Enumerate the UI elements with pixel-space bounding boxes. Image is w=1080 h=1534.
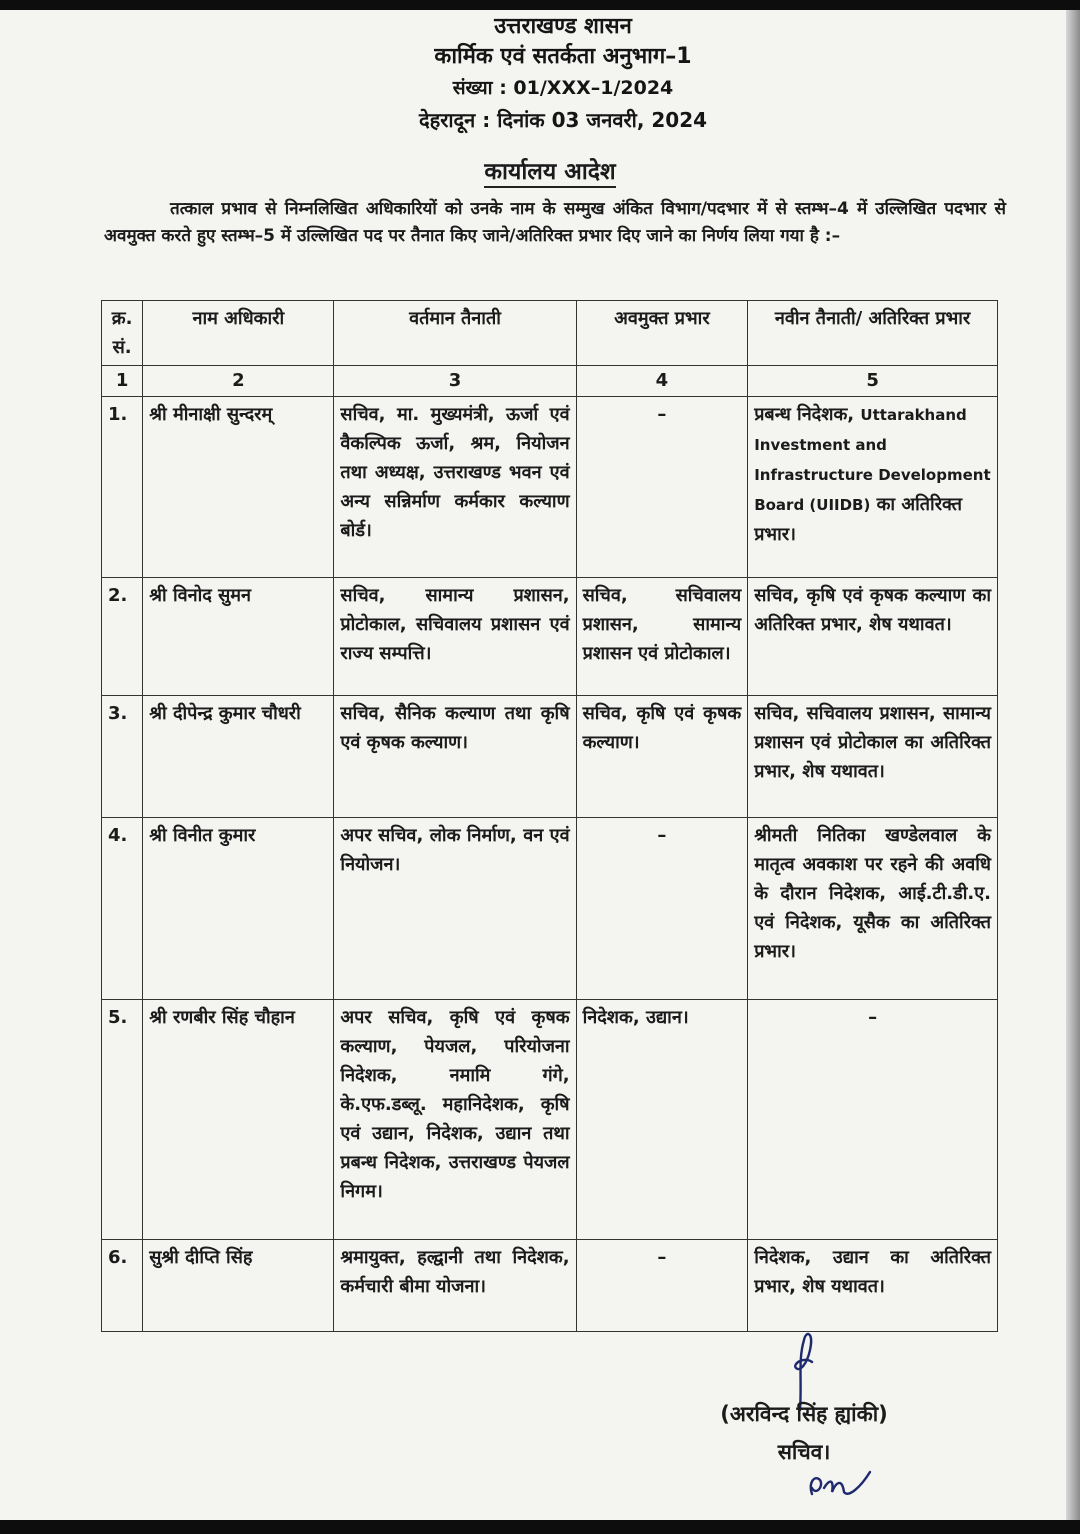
department-name: कार्मिक एवं सतर्कता अनुभाग–1	[434, 44, 692, 69]
row-serial: 5.	[102, 1000, 143, 1240]
row-officer-name: श्री रणबीर सिंह चौहान	[143, 1000, 334, 1240]
col-number: 3	[334, 366, 576, 397]
col-number: 1	[102, 366, 143, 397]
postings-table	[101, 300, 998, 1332]
column-number-row	[102, 366, 998, 397]
table-row	[102, 397, 998, 578]
row-relieved-charge: –	[576, 397, 748, 578]
table-row	[102, 1240, 998, 1332]
col-number: 5	[748, 366, 998, 397]
row-new-posting	[748, 397, 998, 578]
order-title	[0, 154, 1080, 186]
row-officer-name: सुश्री दीप्ति सिंह	[143, 1240, 334, 1332]
col-number: 2	[143, 366, 334, 397]
government-name: उत्तराखण्ड शासन	[494, 14, 632, 39]
row-current-posting: अपर सचिव, लोक निर्माण, वन एवं नियोजन।	[334, 818, 576, 1000]
table-row	[102, 1000, 998, 1240]
row-relieved-charge: निदेशक, उद्यान।	[576, 1000, 748, 1240]
row-officer-name: श्री दीपेन्द्र कुमार चौधरी	[143, 696, 334, 818]
row-current-posting: श्रमायुक्त, हल्द्वानी तथा निदेशक, कर्मचारी बीमा योजना।	[334, 1240, 576, 1332]
col-header-relieved-charge: अवमुक्त प्रभार	[576, 301, 748, 366]
row-serial: 3.	[102, 696, 143, 818]
row-serial: 2.	[102, 578, 143, 696]
row-new-posting: सचिव, सचिवालय प्रशासन, सामान्य प्रशासन एवं प्रोटोकाल का अतिरिक्त प्रभार, शेष यथावत।	[748, 696, 998, 818]
col-header-officer-name: नाम अधिकारी	[143, 301, 334, 366]
row-new-posting: –	[748, 1000, 998, 1240]
row-relieved-charge: सचिव, सचिवालय प्रशासन, सामान्य प्रशासन एवं प्रोटोकाल।	[576, 578, 748, 696]
table-row	[102, 696, 998, 818]
row-current-posting: सचिव, सामान्य प्रशासन, प्रोटोकाल, सचिवालय प्रशासन एवं राज्य सम्पत्ति।	[334, 578, 576, 696]
top-bar	[0, 0, 1080, 10]
row-serial: 1.	[102, 397, 143, 578]
row-officer-name: श्री विनीत कुमार	[143, 818, 334, 1000]
row-new-posting: सचिव, कृषि एवं कृषक कल्याण का अतिरिक्त प्रभार, शेष यथावत।	[748, 578, 998, 696]
initials-scribble	[800, 1458, 880, 1514]
row-serial: 6.	[102, 1240, 143, 1332]
row-new-posting: श्रीमती नितिका खण्डेलवाल के मातृत्व अवकाश पर रहने की अवधि के दौरान निदेशक, आई.टी.डी.ए. एवं निदेशक, यूसैक का अतिरिक्त प्रभार।	[748, 818, 998, 1000]
row-relieved-charge: –	[576, 1240, 748, 1332]
row-serial: 4.	[102, 818, 143, 1000]
signatory-name: (अरविन्द सिंह ह्यांकी)	[720, 1402, 888, 1426]
new-posting-text: प्रबन्ध निदेशक,	[754, 404, 861, 425]
row-relieved-charge: सचिव, कृषि एवं कृषक कल्याण।	[576, 696, 748, 818]
new-posting-suffix: का अतिरिक्त प्रभार।	[754, 494, 962, 545]
document-page	[0, 10, 1066, 1520]
row-current-posting: सचिव, सैनिक कल्याण तथा कृषि एवं कृषक कल्याण।	[334, 696, 576, 818]
table-row	[102, 578, 998, 696]
table-row	[102, 818, 998, 1000]
date-line: देहरादून : दिनांक 03 जनवरी, 2024	[418, 108, 708, 132]
new-posting-english: Uttarakhand Investment and Infrastructure Development Board (UIIDB)	[754, 406, 991, 514]
col-number: 4	[576, 366, 748, 397]
reference-number: संख्या : 01/XXX–1/2024	[452, 77, 674, 99]
row-current-posting: अपर सचिव, कृषि एवं कृषक कल्याण, पेयजल, परियोजना निदेशक, नमामि गंगे, के.एफ.डब्लू. महानिदेशक, कृषि एवं उद्यान, निदेशक, उद्यान तथा प्रबन्ध निदेशक, उत्तराखण्ड पेयजल निगम।	[334, 1000, 576, 1240]
row-current-posting: सचिव, मा. मुख्यमंत्री, ऊर्जा एवं वैकल्पिक ऊर्जा, श्रम, नियोजन तथा अध्यक्ष, उत्तराखण्ड भवन एवं अन्य सन्निर्माण कर्मकार कल्याण बोर्ड।	[334, 397, 576, 578]
bottom-bar	[0, 1520, 1080, 1534]
row-relieved-charge: –	[576, 818, 748, 1000]
col-header-new-posting: नवीन तैनाती/ अतिरिक्त प्रभार	[748, 301, 998, 366]
order-paragraph: तत्काल प्रभाव से निम्नलिखित अधिकारियों को उनके नाम के सम्मुख अंकित विभाग/पदभार में से स्तम्भ–4 में उल्लिखित पदभार से अवमुक्त करते हुए स्तम्भ–5 में उल्लिखित पद पर तैनात किए जाने/अतिरिक्त प्रभार दिए जाने का निर्णय लिया गया है :–	[104, 199, 1006, 246]
col-header-serial: क्र. सं.	[102, 301, 143, 366]
order-title-text: कार्यालय आदेश	[484, 159, 615, 188]
row-new-posting: निदेशक, उद्यान का अतिरिक्त प्रभार, शेष यथावत।	[748, 1240, 998, 1332]
col-header-current-posting: वर्तमान तैनाती	[334, 301, 576, 366]
signatory-designation: सचिव।	[777, 1440, 831, 1464]
page-edge-shadow	[1066, 10, 1080, 1520]
table-header-row	[102, 301, 998, 366]
row-officer-name: श्री विनोद सुमन	[143, 578, 334, 696]
row-officer-name: श्री मीनाक्षी सुन्दरम्	[143, 397, 334, 578]
